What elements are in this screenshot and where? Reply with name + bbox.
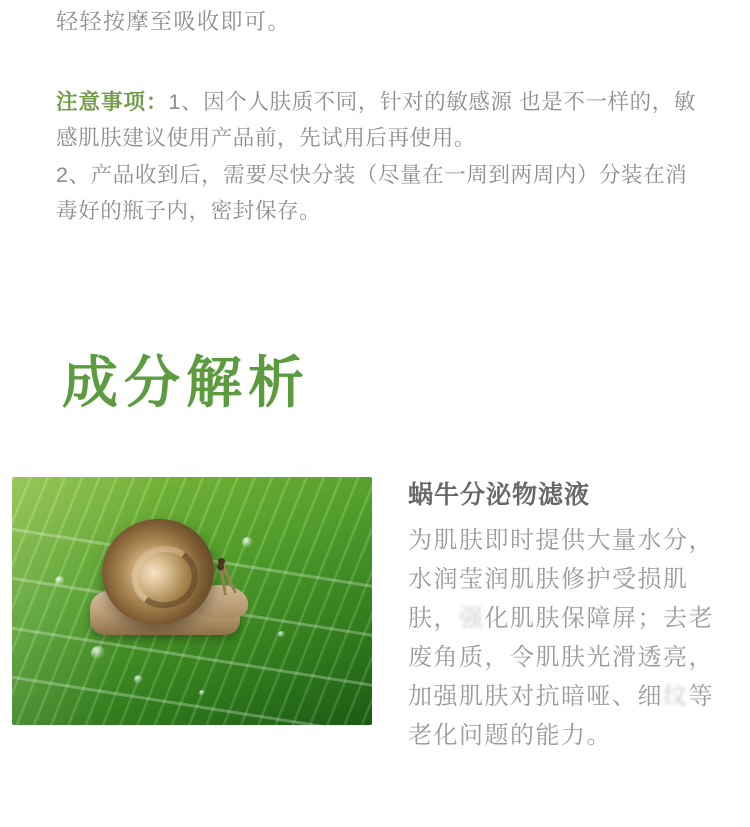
desc-segment-3: 等老化问题的能力。 — [408, 683, 714, 749]
notice-section — [56, 84, 698, 229]
snail-leaf-photo — [12, 477, 372, 725]
section-title-ingredient-analysis: 成分解析 — [62, 351, 310, 414]
desc-blurred-word-1: 强 — [459, 605, 485, 632]
ingredient-row — [0, 477, 750, 755]
ingredient-description — [408, 521, 714, 755]
snail-illustration — [84, 519, 254, 659]
notice-line-2: 2、产品收到后，需要尽快分装（尽量在一周到两周内）分装在消毒好的瓶子内，密封保存。 — [56, 163, 688, 223]
desc-blurred-word-2: 纹 — [663, 683, 689, 710]
usage-instruction-tail: 轻轻按摩至吸收即可。 — [56, 9, 292, 34]
desc-segment-2: 化肌肤保障屏；去老废角质，令肌肤光滑透亮，加强肌肤对抗暗哑、细 — [408, 605, 714, 710]
notice-line-1 — [56, 84, 698, 156]
ingredient-text-block — [372, 477, 714, 755]
notice-label: 注意事项： — [56, 90, 169, 114]
ingredient-title: 蜗牛分泌物滤液 — [408, 481, 591, 509]
notice-text-1: 1、因个人肤质不同，针对的敏感源 也是不一样的，敏感肌肤建议使用产品前，先试用后再使用。 — [56, 90, 696, 150]
notes-block — [0, 0, 750, 229]
desc-segment-1: 为肌肤即时提供大量水分，水润莹润肌肤修护受损肌肤， — [408, 527, 714, 632]
